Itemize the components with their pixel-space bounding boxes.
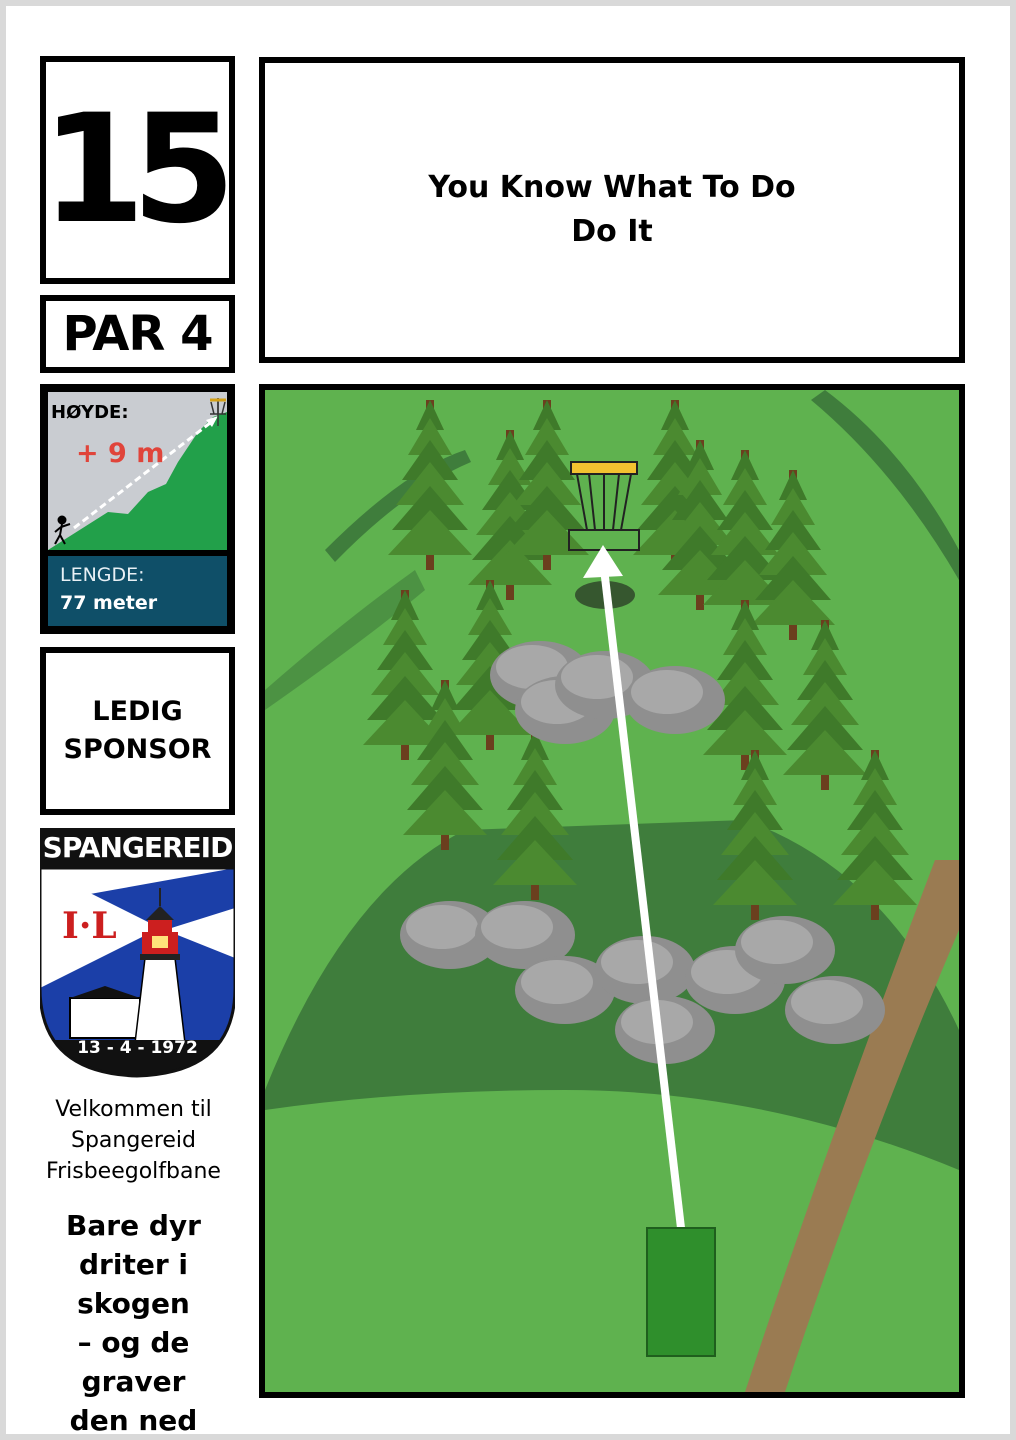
hole-map-illustration xyxy=(265,390,959,1392)
hole-sign xyxy=(6,6,1010,1437)
tip-box xyxy=(259,57,965,363)
motto-line-1: Bare dyr xyxy=(66,1209,201,1242)
length-panel xyxy=(48,556,227,626)
par-label: PAR 4 xyxy=(62,306,213,362)
elevation-length-card xyxy=(40,384,235,634)
par-box xyxy=(40,295,235,373)
welcome-line-2: Spangereid xyxy=(70,1128,197,1153)
hole-number: 15 xyxy=(41,83,222,257)
motto-text xyxy=(26,1206,241,1440)
length-label: LENGDE: xyxy=(60,564,145,586)
club-logo xyxy=(40,828,235,1078)
hole-number-box xyxy=(40,56,235,284)
elevation-label: HØYDE: xyxy=(51,402,129,423)
motto-line-2: driter i xyxy=(79,1248,188,1281)
motto-line-3: skogen xyxy=(77,1287,190,1320)
elevation-graphic xyxy=(48,392,227,550)
sponsor-line-2: SPONSOR xyxy=(63,734,212,765)
sponsor-box xyxy=(40,647,235,815)
motto-line-5: den ned xyxy=(69,1404,198,1437)
tip-line-1: You Know What To Do xyxy=(428,170,796,205)
hole-map xyxy=(259,384,965,1398)
sponsor-line-1: LEDIG xyxy=(92,696,183,727)
welcome-text xyxy=(26,1094,241,1187)
club-founded-date: 13 - 4 - 1972 xyxy=(77,1038,198,1058)
club-name: SPANGEREID xyxy=(40,828,235,868)
motto-line-4: – og de graver xyxy=(77,1326,190,1398)
welcome-line-1: Velkommen til xyxy=(55,1097,212,1122)
club-initials: I·L xyxy=(62,905,117,947)
tee-pad xyxy=(647,1228,715,1356)
elevation-value: + 9 m xyxy=(76,438,165,469)
length-value: 77 meter xyxy=(60,592,158,614)
welcome-line-3: Frisbeegolfbane xyxy=(46,1159,221,1184)
tip-line-2: Do It xyxy=(571,214,653,249)
